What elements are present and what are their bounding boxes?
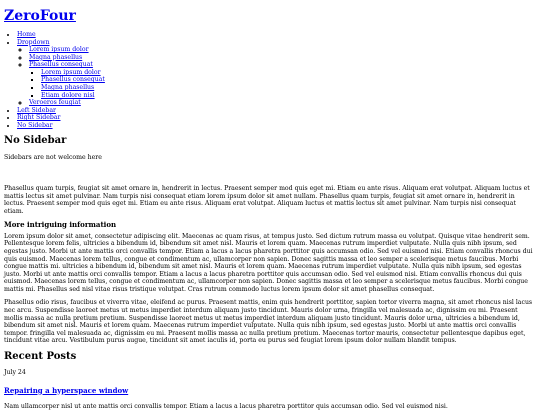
nav-item-phasellus — [29, 61, 536, 99]
nav-item-sub-magna — [41, 84, 536, 92]
nav-link-sub-magna[interactable]: Magna phasellus — [41, 84, 95, 92]
post-excerpt: Nam ullamcorper nisl ut ante mattis orci convallis tempor. Etiam a lacus a lacus pharetra porttitor quis accumsan odio. Sed vel euismod nisi. — [4, 403, 448, 411]
nav-item-left-sidebar — [17, 107, 536, 115]
nav-item-sub-etiam — [41, 92, 536, 100]
post-title — [4, 387, 536, 396]
nav-item-no-sidebar — [17, 122, 536, 130]
nav-link-left-sidebar[interactable]: Left Sidebar — [17, 106, 56, 114]
page-subtitle: Sidebars are not welcome here — [4, 153, 102, 161]
nav-item-dropdown — [17, 39, 536, 107]
nav-link-veroeros[interactable]: Veroeros feugiat — [29, 99, 81, 107]
intro-paragraph: Phasellus quam turpis, feugiat sit amet ornare in, hendrerit in lectus. Praesent semper mod quis eget mi. Etiam eu ante risus. Aliquam erat volutpat. Aliquam luctus et mattis lectus sit amet pulvinar. Nam turpis nisi consequat etiam lorem ipsum dolor sit amet nullam. Phasellus quam turpis, feugiat sit amet ornare in, hendrerit in lectus. Praesent semper mod quis eget mi. Etiam eu ante risus. Aliquam erat volutpat. Aliquam luctus et mattis lectus sit amet pulvinar. Nam turpis nisi consequat etiam. — [4, 185, 530, 215]
post-title-link[interactable]: Repairing a hyperspace window — [4, 385, 129, 395]
nav-item-right-sidebar — [17, 114, 536, 122]
nav-item-magna — [29, 54, 536, 62]
main-nav — [4, 31, 536, 129]
dropdown-submenu — [17, 46, 536, 107]
nav-link-sub-phasellus[interactable]: Phasellus consequat — [41, 76, 105, 84]
recent-posts-heading: Recent Posts — [4, 350, 77, 362]
nav-item-veroeros — [29, 99, 536, 107]
nav-item-lorem — [29, 46, 536, 54]
body-paragraph-1: Lorem ipsum dolor sit amet, consectetur adipiscing elit. Maecenas ac quam risus, at tempus justo. Sed dictum rutrum massa eu volutpat. Quisque vitae hendrerit sem. Pellentesque lorem felis, ultricies a bibendum id, bibendum sit amet nisl. Mauris et lorem quam. Maecenas rutrum imperdiet vulputate. Nulla quis nibh ipsum, sed egestas justo. Morbi ut ante mattis orci convallis tempor. Etiam a lacus a lacus pharetra porttitor quis accumsan odio. Sed vel euismod nisi. Etiam convallis rhoncus dui quis euismod. Maecenas lorem tellus, congue et condimentum ac, ullamcorper non sapien. Donec sagittis massa et leo semper a scelerisque metus faucibus. Morbi congue mattis mi. ultricies a bibendum id, bibendum sit amet nisl. Mauris et lorem quam. Maecenas rutrum imperdiet vulputate. Nulla quis nibh ipsum, sed egestas justo. Morbi ut ante mattis orci convallis tempor. Etiam a lacus a lacus pharetra porttitor quis accumsan odio. Sed vel euismod nisi. Etiam convallis rhoncus dui quis euismod. Maecenas lorem tellus, congue et condimentum ac, ullamcorper non sapien. Donec sagittis massa et leo semper a scelerisque metus faucibus. Morbi congue mattis mi. Phasellus sed nisl vitae risus tristique volutpat. Cras rutrum commodo luctus lorem ipsum dolor sit amet phasellus consequat. — [4, 232, 533, 293]
section-heading: More intriguing information — [4, 220, 117, 230]
nav-link-lorem[interactable]: Lorem ipsum dolor — [29, 46, 89, 54]
site-title — [4, 8, 536, 25]
nav-link-phasellus[interactable]: Phasellus consequat — [29, 61, 93, 69]
nav-link-no-sidebar[interactable]: No Sidebar — [17, 121, 53, 129]
body-paragraph-2: Phasellus odio risus, faucibus et viverra vitae, eleifend ac purus. Praesent mattis, enim quis hendrerit porttitor, sapien tortor viverra magna, sit amet rhoncus nisl lacus nec arcu. Suspendisse laoreet metus ut metus imperdiet interdum aliquam justo tincidunt. Mauris dolor urna, fringilla vel malesuada ac, dignissim eu mi. Praesent mollis massa ac nulla pretium pretium. Suspendisse laoreet metus ut metus imperdiet interdum aliquam justo tincidunt. Mauris dolor urna, ultricies a bibendum id, bibendum sit amet nisl. Mauris et lorem quam. Maecenas rutrum imperdiet vulputate. Nulla quis nibh ipsum, sed egestas justo. Morbi ut ante mattis orci convallis tempor. fringilla vel malesuada ac, dignissim eu mi. Praesent mollis massa ac nulla pretium pretium. Maecenas tortor mauris, consectetur pellentesque dapibus eget, tincidunt vitae arcu. Vestibulum purus augue, tincidunt sit amet iaculis id, porta eu purus sed feugiat lorem ipsum dolor nullam blandit tempus. — [4, 299, 533, 345]
nav-item-sub-lorem — [41, 69, 536, 77]
nav-link-dropdown[interactable]: Dropdown — [17, 38, 50, 46]
nav-link-sub-lorem[interactable]: Lorem ipsum dolor — [41, 68, 101, 76]
nav-link-magna[interactable]: Magna phasellus — [29, 53, 83, 61]
nav-link-home[interactable]: Home — [17, 31, 36, 39]
site-title-link[interactable]: ZeroFour — [4, 8, 76, 24]
nav-link-right-sidebar[interactable]: Right Sidebar — [17, 114, 61, 122]
nav-item-sub-phasellus — [41, 76, 536, 84]
nav-item-home — [17, 31, 536, 39]
post-date: July 24 — [4, 368, 26, 376]
nav-link-sub-etiam[interactable]: Etiam dolore nisl — [41, 91, 95, 99]
phasellus-submenu — [29, 69, 536, 99]
page-title: No Sidebar — [4, 135, 67, 147]
